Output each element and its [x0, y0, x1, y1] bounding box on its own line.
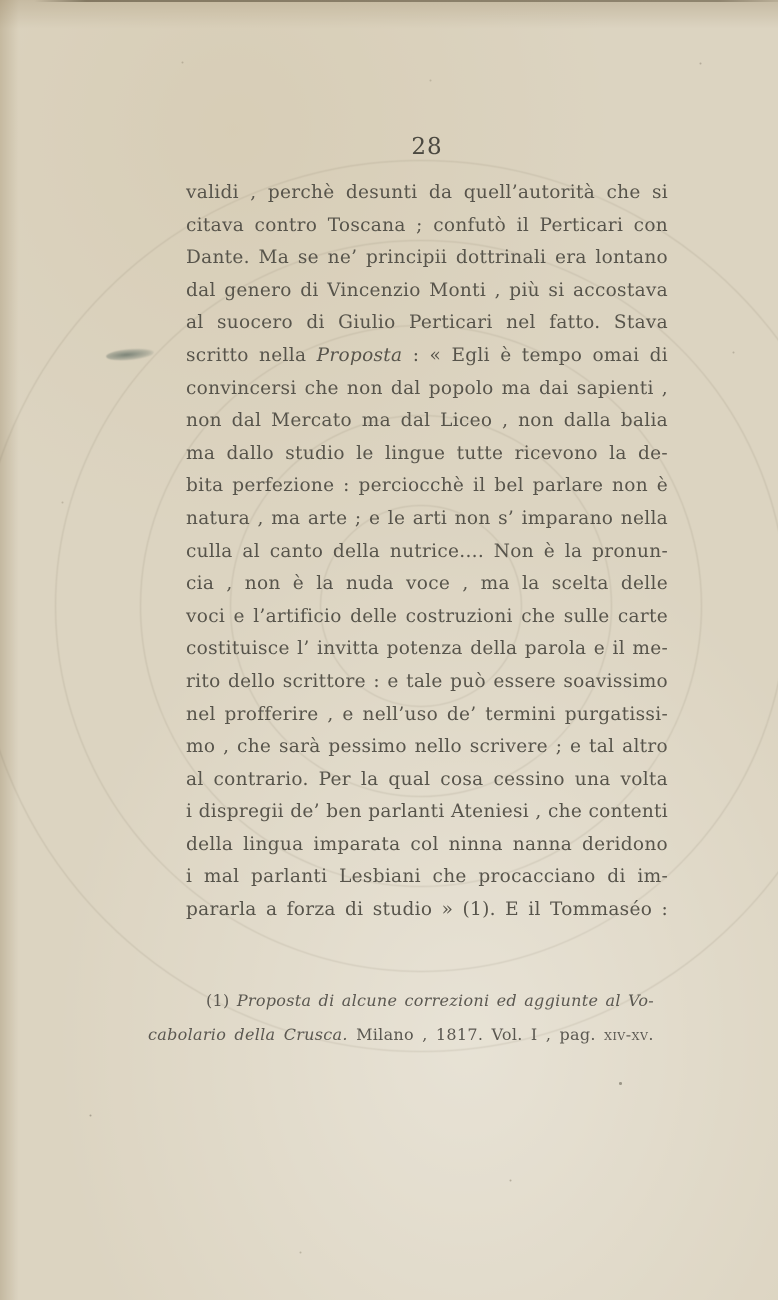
text-line: i dispregii de’ ben parlanti Ateniesi , che contenti	[186, 801, 668, 823]
text-line: dal genero di Vincenzio Monti , più si accostava	[186, 279, 668, 301]
page-top-edge-shadow	[34, 0, 778, 2]
text-line: non dal Mercato ma dal Liceo , non dalla balia	[186, 410, 668, 432]
text-line: natura , ma arte ; e le arti non s’ imparano nella	[186, 507, 668, 529]
text-line: rito dello scrittore : e tale può essere soavissimo	[186, 670, 668, 692]
text-line: cia , non è la nuda voce , ma la scelta delle	[186, 573, 668, 595]
text-line: costituisce l’ invitta potenza della parola e il me-	[186, 638, 668, 660]
footnote-line: (1) Proposta di alcune correzioni ed aggiunte al Vo-	[206, 991, 655, 1010]
text-line: validi , perchè desunti da quell’autorità che si	[186, 182, 668, 203]
text-line: Dante. Ma se ne’ principii dottrinali era lontano	[186, 247, 668, 269]
text-line: convincersi che non dal popolo ma dai sapienti ,	[186, 377, 668, 399]
text-line: bita perfezione : perciocchè il bel parlare non è	[186, 475, 668, 497]
text-line: i mal parlanti Lesbiani che procacciano di im-	[186, 866, 668, 888]
text-line: voci e l’artificio delle costruzioni che sulle carte	[186, 605, 668, 627]
text-line: ma dallo studio le lingue tutte ricevono la de-	[186, 442, 668, 464]
text-line: citava contro Toscana ; confutò il Perticari con	[186, 214, 668, 236]
paper-specks	[0, 0, 1, 1]
text-line: nel profferire , e nell’uso de’ termini purgatissi-	[186, 703, 668, 725]
text-line: pararla a forza di studio » (1). E il Tommaséo :	[186, 899, 668, 921]
page-number: 28	[411, 134, 443, 160]
text-line: scritto nella Proposta : « Egli è tempo omai di	[186, 344, 668, 366]
text-line: culla al canto della nutrice.... Non è la pronun-	[186, 540, 668, 562]
text-line: al contrario. Per la qual cosa cessino una volta	[186, 768, 668, 790]
text-line: al suocero di Giulio Perticari nel fatto. Stava	[186, 312, 668, 334]
text-line: della lingua imparata col ninna nanna deridono	[186, 833, 668, 855]
body-text	[186, 177, 668, 927]
footnote-line: cabolario della Crusca. Milano , 1817. Vol. I , pag. xiv-xv.	[148, 1025, 654, 1044]
footnote	[148, 984, 654, 1052]
text-line: mo , che sarà pessimo nello scrivere ; e tal altro	[186, 736, 668, 758]
